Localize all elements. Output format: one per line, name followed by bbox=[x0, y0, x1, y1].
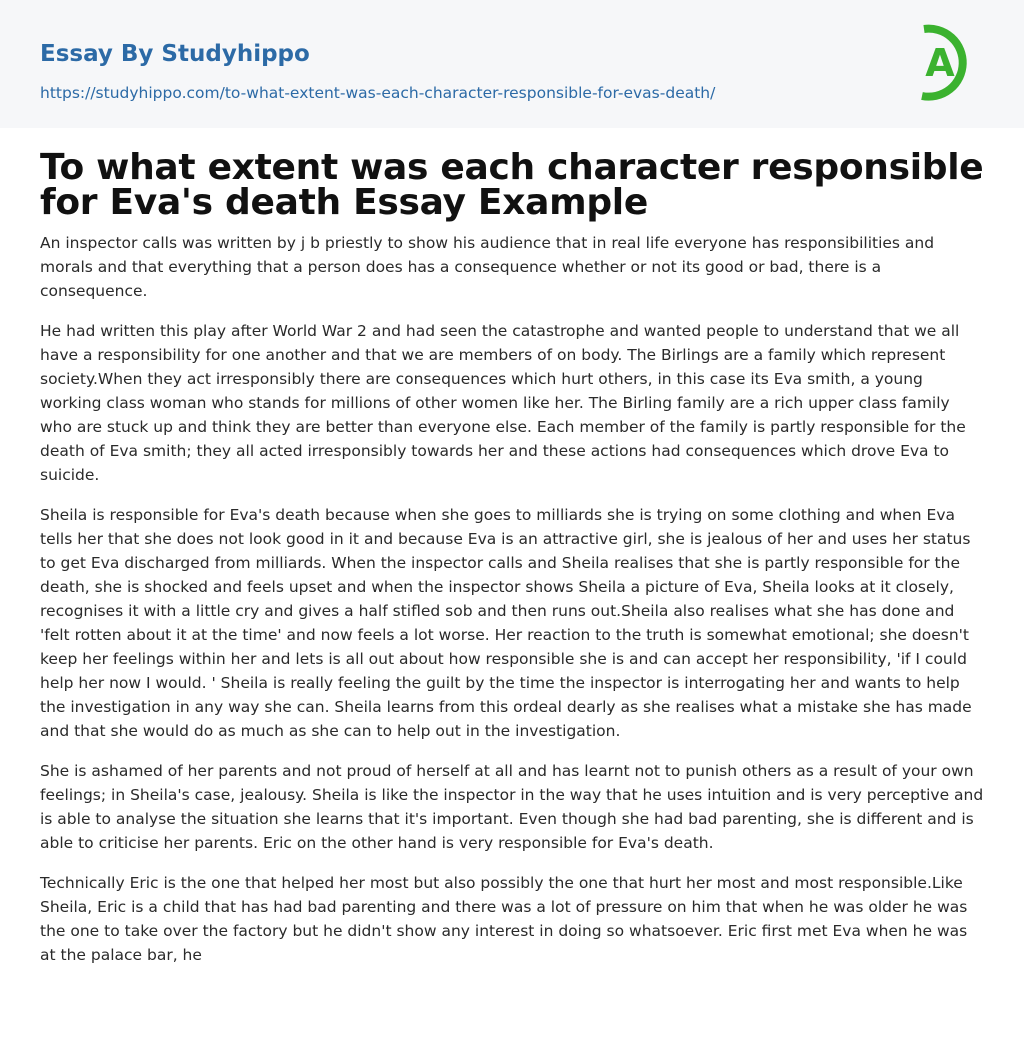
studyhippo-logo-icon[interactable] bbox=[910, 18, 988, 106]
source-url-link[interactable]: https://studyhippo.com/to-what-extent-was-each-character-responsible-for-evas-death/ bbox=[40, 84, 716, 102]
brand-title[interactable]: Essay By Studyhippo bbox=[40, 41, 310, 67]
essay-body bbox=[40, 231, 984, 967]
page-title: To what extent was each character responsible for Eva's death Essay Example bbox=[40, 147, 984, 223]
site-header bbox=[0, 0, 1024, 128]
article bbox=[40, 147, 984, 983]
essay-paragraph: Technically Eric is the one that helped her most but also possibly the one that hurt her most and most responsible.Like Sheila, Eric is a child that has had bad parenting and there was a lot of pressure on him that when he was older he was the one to take over the factory but he didn't show any interest in doing so whatsoever. Eric first met Eva when he was at the palace bar, he bbox=[40, 874, 968, 964]
essay-paragraph: He had written this play after World War 2 and had seen the catastrophe and wanted people to understand that we all have a responsibility for one another and that we are members of on body. The Birlings are a family which represent society.When they act irresponsibly there are consequences which hurt others, in this case its Eva smith, a young working class woman who stands for millions of other women like her. The Birling family are a rich upper class family who are stuck up and think they are better than everyone else. Each member of the family is partly responsible for the death of Eva smith; they all acted irresponsibly towards her and these actions had consequences which drove Eva to suicide. bbox=[40, 322, 966, 484]
essay-paragraph: She is ashamed of her parents and not proud of herself at all and has learnt not to punish others as a result of your own feelings; in Sheila's case, jealousy. Sheila is like the inspector in the way that he uses intuition and is very perceptive and is able to analyse the situation she learns that it's important. Even though she had bad parenting, she is different and is able to criticise her parents. Eric on the other hand is very responsible for Eva's death. bbox=[40, 762, 984, 852]
logo-letter: A bbox=[925, 41, 955, 85]
essay-paragraph: An inspector calls was written by j b priestly to show his audience that in real life everyone has responsibilities and morals and that everything that a person does has a consequence whether or not its good or bad, there is a consequence. bbox=[40, 234, 935, 300]
essay-paragraph: Sheila is responsible for Eva's death because when she goes to milliards she is trying on some clothing and when Eva tells her that she does not look good in it and because Eva is an attractive girl, she is jealous of her and uses her status to get Eva discharged from milliards. When the inspector calls and Sheila realises that she is partly responsible for the death, she is shocked and feels upset and when the inspector shows Sheila a picture of Eva, Sheila looks at it closely, recognises it with a little cry and gives a half stifled sob and then runs out.Sheila also realises what she has done and 'felt rotten about it at the time' and now feels a lot worse. Her reaction to the truth is somewhat emotional; she doesn't keep her feelings within her and lets is all out about how responsible she is and can accept her responsibility, 'if I could help her now I would. ' Sheila is really feeling the guilt by the time the inspector is interrogating her and wants to help the investigation in any way she can. Sheila learns from this ordeal dearly as she realises what a mistake she has made and that she would do as much as she can to help out in the investigation. bbox=[40, 506, 972, 740]
